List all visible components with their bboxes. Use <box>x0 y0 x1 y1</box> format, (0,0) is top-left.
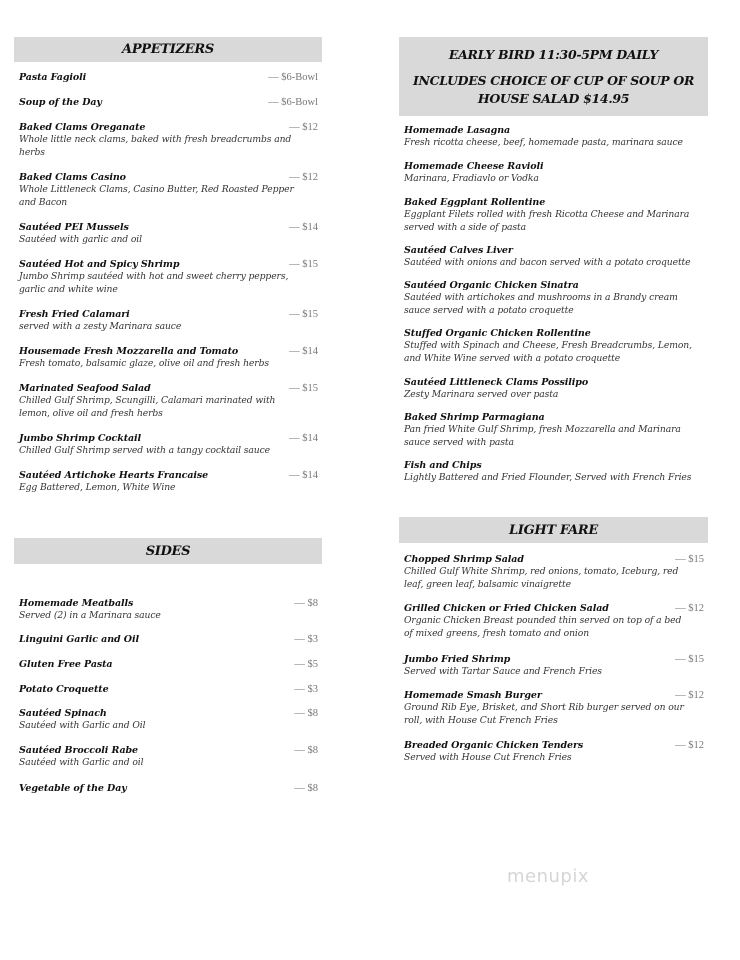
sides-header <box>14 538 322 564</box>
item-description: Zesty Marinara served over pasta <box>404 389 559 400</box>
item-name: Jumbo Shrimp Cocktail <box>19 433 142 444</box>
menu-item <box>19 744 322 770</box>
item-price: — $8 <box>294 783 318 794</box>
item-price: — $12 <box>675 690 704 701</box>
item-description: Chilled Gulf White Shrimp, red onions, tomato, Iceburg, red leaf, green leaf, balsamic vinaigrette <box>404 566 679 590</box>
menu-item <box>19 171 322 209</box>
item-name: Baked Eggplant Rollentine <box>404 197 546 208</box>
item-price: — $14 <box>289 433 318 444</box>
item-name: Stuffed Organic Chicken Rollentine <box>404 328 591 339</box>
item-name: Baked Clams Casino <box>19 172 126 183</box>
item-price: — $8 <box>294 708 318 719</box>
menu-item <box>404 689 708 727</box>
menu-item <box>19 221 322 247</box>
menu-item <box>404 602 708 640</box>
menu-item <box>404 739 708 765</box>
early-bird-price: HOUSE SALAD $14.95 <box>477 90 630 106</box>
item-price: — $6-Bowl <box>268 97 318 108</box>
item-name: Jumbo Fried Shrimp <box>404 654 511 665</box>
menu-item <box>404 653 708 679</box>
item-description: Pan fried White Gulf Shrimp, fresh Mozzarella and Marinara sauce served with pasta <box>404 424 681 448</box>
menu-item <box>404 160 708 186</box>
item-price: — $14 <box>289 346 318 357</box>
item-description: Ground Rib Eye, Brisket, and Short Rib burger served on our roll, with House Cut French Fries <box>404 702 684 726</box>
item-price: — $12 <box>675 740 704 751</box>
item-price: — $15 <box>289 383 318 394</box>
item-name: Sautéed Organic Chicken Sinatra <box>404 280 579 291</box>
item-name: Sautéed Hot and Spicy Shrimp <box>19 259 180 270</box>
item-price: — $15 <box>675 654 704 665</box>
menu-item <box>19 597 322 623</box>
sides-title: SIDES <box>145 543 191 559</box>
item-description: Served with Tartar Sauce and French Fries <box>404 666 602 677</box>
item-description: Chilled Gulf Shrimp served with a tangy cocktail sauce <box>19 445 271 456</box>
menu-item <box>19 345 322 371</box>
menu-item <box>404 376 708 402</box>
item-description: Whole Littleneck Clams, Casino Butter, Red Roasted Pepper and Bacon <box>19 184 294 208</box>
item-name: Vegetable of the Day <box>19 783 127 794</box>
menu-item <box>404 459 708 485</box>
light-fare-title: LIGHT FARE <box>508 522 599 538</box>
item-price: — $3 <box>294 634 318 645</box>
item-description: Eggplant Filets rolled with fresh Ricotta Cheese and Marinara served with a side of pasta <box>404 209 690 233</box>
item-name: Marinated Seafood Salad <box>19 383 151 394</box>
item-price: — $6-Bowl <box>268 72 318 83</box>
item-name: Pasta Fagioli <box>19 72 87 83</box>
menu-item <box>19 683 322 696</box>
menu-item <box>19 96 322 109</box>
menu-item <box>404 327 708 365</box>
menu-item <box>19 782 322 795</box>
menu-item <box>404 411 708 449</box>
item-description: Whole little neck clams, baked with fresh breadcrumbs and herbs <box>19 134 292 158</box>
item-name: Breaded Organic Chicken Tenders <box>404 740 584 751</box>
menu-item <box>19 432 322 458</box>
item-price: — $12 <box>289 172 318 183</box>
item-description: Sautéed with artichokes and mushrooms in a Brandy cream sauce served with a potato croquette <box>404 292 678 316</box>
item-name: Homemade Lasagna <box>404 125 511 136</box>
item-price: — $8 <box>294 598 318 609</box>
early-bird-title: EARLY BIRD 11:30-5PM DAILY <box>448 46 659 62</box>
menu-item <box>19 382 322 420</box>
early-bird-header <box>399 37 708 116</box>
item-price: — $8 <box>294 745 318 756</box>
item-description: Organic Chicken Breast pounded thin served on top of a bed of mixed greens, fresh tomato and onion <box>404 615 682 639</box>
menu-item <box>19 707 322 733</box>
item-name: Sautéed Broccoli Rabe <box>19 745 139 756</box>
item-price: — $12 <box>675 603 704 614</box>
item-name: Housemade Fresh Mozzarella and Tomato <box>19 346 239 357</box>
menu-item <box>19 658 322 671</box>
item-description: Fresh tomato, balsamic glaze, olive oil and fresh herbs <box>19 358 269 369</box>
item-name: Potato Croquette <box>19 684 109 695</box>
menu-item <box>404 279 708 317</box>
item-name: Chopped Shrimp Salad <box>404 554 524 565</box>
item-description: Egg Battered, Lemon, White Wine <box>19 482 176 493</box>
early-bird-subtitle: INCLUDES CHOICE OF CUP OF SOUP OR <box>412 72 695 88</box>
item-name: Homemade Smash Burger <box>404 690 542 701</box>
item-description: Jumbo Shrimp sautéed with hot and sweet cherry peppers, garlic and white wine <box>19 271 289 295</box>
item-price: — $14 <box>289 222 318 233</box>
item-description: served with a zesty Marinara sauce <box>19 321 182 332</box>
watermark: menupix <box>507 866 590 887</box>
item-price: — $12 <box>289 122 318 133</box>
item-name: Sautéed PEI Mussels <box>19 222 129 233</box>
item-name: Grilled Chicken or Fried Chicken Salad <box>404 603 609 614</box>
light-fare-header <box>399 517 708 543</box>
item-price: — $15 <box>289 259 318 270</box>
item-name: Soup of the Day <box>19 97 102 108</box>
item-description: Lightly Battered and Fried Flounder, Served with French Fries <box>404 472 692 483</box>
item-description: Stuffed with Spinach and Cheese, Fresh Breadcrumbs, Lemon, and White Wine served with a potato croquette <box>404 340 692 364</box>
item-price: — $14 <box>289 470 318 481</box>
item-price: — $5 <box>294 659 318 670</box>
item-name: Sautéed Littleneck Clams Possilipo <box>404 377 589 388</box>
item-description: Marinara, Fradiavlo or Vodka <box>404 173 539 184</box>
item-price: — $3 <box>294 684 318 695</box>
item-description: Chilled Gulf Shrimp, Scungilli, Calamari marinated with lemon, olive oil and fresh herbs <box>19 395 276 419</box>
menu-item <box>19 633 322 646</box>
item-name: Baked Shrimp Parmagiana <box>404 412 545 423</box>
item-description: Served (2) in a Marinara sauce <box>19 610 161 621</box>
menu-item <box>19 308 322 334</box>
menu-item <box>19 71 322 84</box>
item-name: Sautéed Calves Liver <box>404 245 513 256</box>
item-description: Sautéed with onions and bacon served with a potato croquette <box>404 257 691 268</box>
menu-item <box>404 553 708 591</box>
item-name: Fish and Chips <box>404 460 482 471</box>
item-name: Homemade Cheese Ravioli <box>404 161 544 172</box>
item-description: Sautéed with Garlic and oil <box>19 757 144 768</box>
item-price: — $15 <box>675 554 704 565</box>
item-price: — $15 <box>289 309 318 320</box>
appetizers-header <box>14 37 322 62</box>
appetizers-title: APPETIZERS <box>122 42 214 57</box>
item-description: Served with House Cut French Fries <box>404 752 572 763</box>
item-name: Homemade Meatballs <box>19 598 134 609</box>
item-name: Fresh Fried Calamari <box>19 309 130 320</box>
item-description: Sautéed with garlic and oil <box>19 234 142 245</box>
item-name: Linguini Garlic and Oil <box>19 634 139 645</box>
menu-item <box>19 258 322 296</box>
item-name: Sautéed Spinach <box>19 708 107 719</box>
menu-item <box>404 124 708 150</box>
item-name: Baked Clams Oreganate <box>19 122 146 133</box>
menu-item <box>19 121 322 159</box>
item-description: Sautéed with Garlic and Oil <box>19 720 146 731</box>
item-name: Sautéed Artichoke Hearts Francaise <box>19 470 209 481</box>
menu-item <box>19 469 322 495</box>
item-description: Fresh ricotta cheese, beef, homemade pasta, marinara sauce <box>404 137 683 148</box>
menu-item <box>404 244 708 270</box>
item-name: Gluten Free Pasta <box>19 659 113 670</box>
menu-item <box>404 196 708 234</box>
